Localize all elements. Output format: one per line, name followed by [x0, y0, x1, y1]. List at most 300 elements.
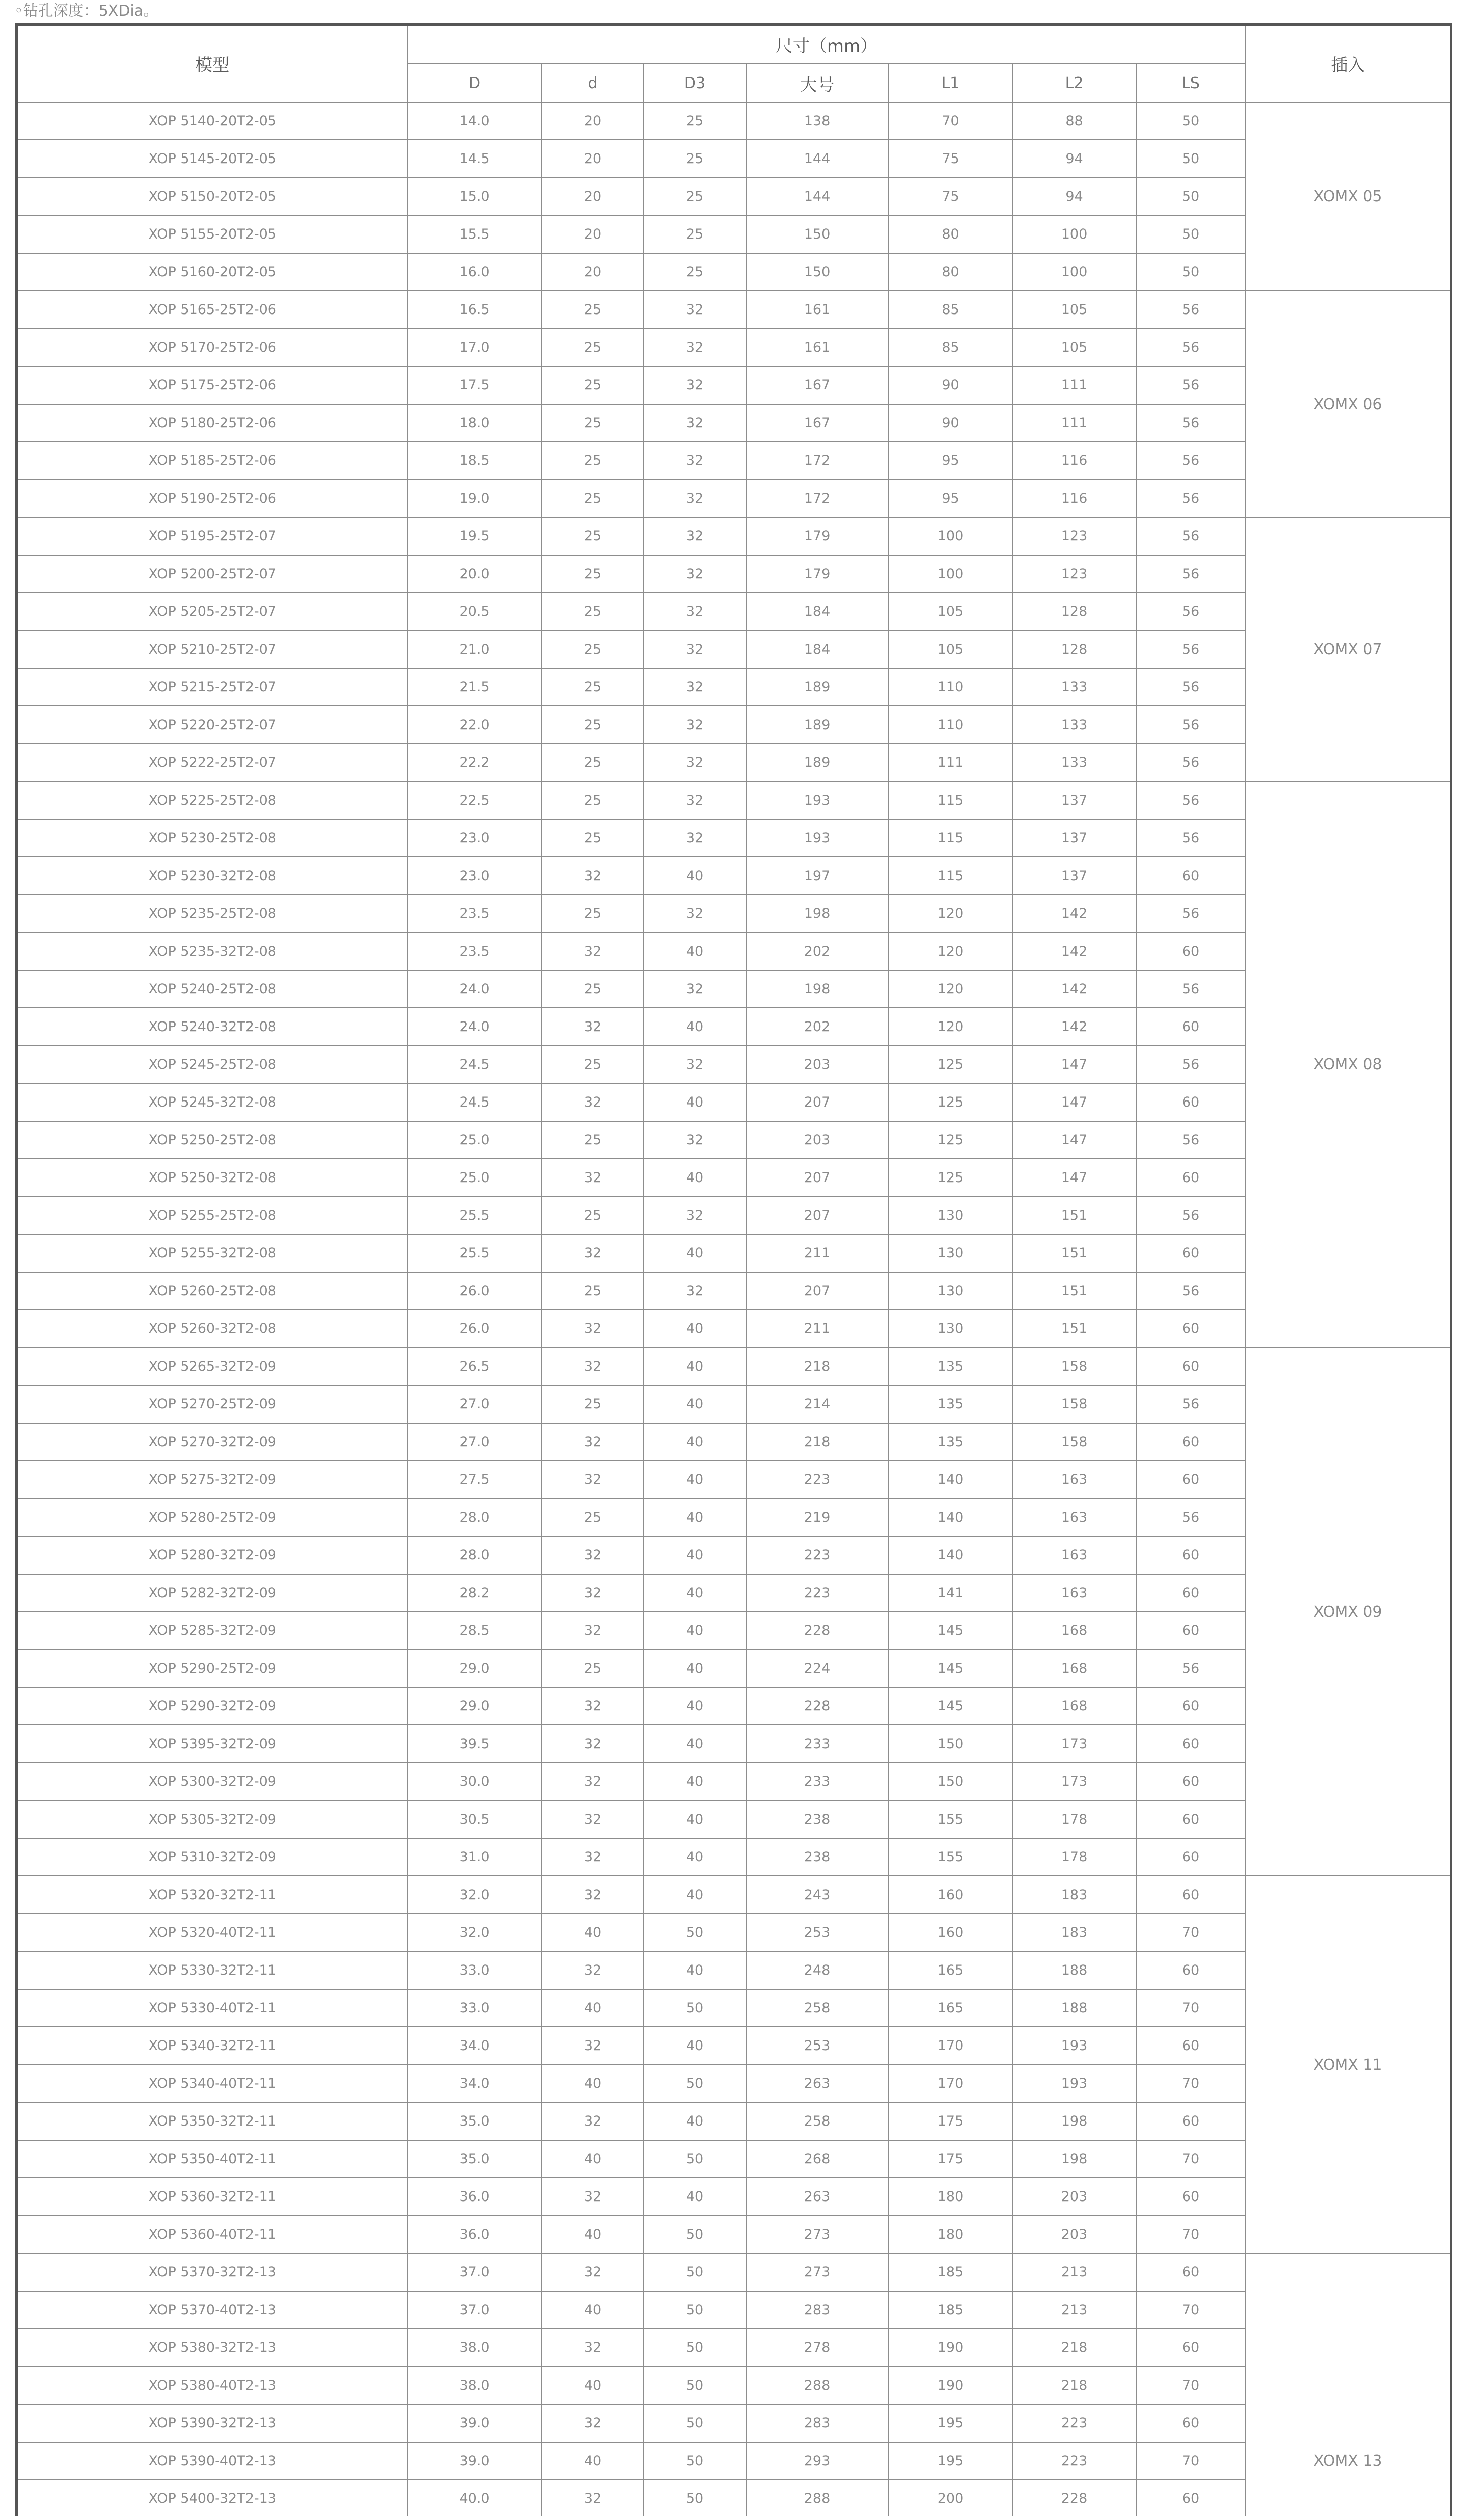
value-cell: 40	[644, 1725, 746, 1763]
table-row	[17, 102, 1451, 140]
value-cell: 60	[1136, 1461, 1246, 1499]
value-cell: 32	[542, 2404, 644, 2442]
value-cell: 263	[746, 2065, 889, 2102]
value-cell: 32	[644, 442, 746, 480]
value-cell: 25	[542, 744, 644, 781]
value-cell: 258	[746, 1989, 889, 2027]
value-cell: 95	[889, 480, 1013, 517]
table-row	[17, 1914, 1451, 1951]
value-cell: 50	[644, 1914, 746, 1951]
value-cell: 27.0	[408, 1423, 542, 1461]
value-cell: 14.0	[408, 102, 542, 140]
model-cell: XOP 5390-32T2-13	[17, 2404, 408, 2442]
table-row	[17, 970, 1451, 1008]
col-header-D3: D3	[644, 64, 746, 102]
value-cell: 110	[889, 706, 1013, 744]
value-cell: 253	[746, 1914, 889, 1951]
value-cell: 34.0	[408, 2027, 542, 2065]
table-row	[17, 1272, 1451, 1310]
value-cell: 15.0	[408, 178, 542, 215]
value-cell: 40.0	[408, 2480, 542, 2516]
value-cell: 183	[1013, 1914, 1136, 1951]
model-cell: XOP 5270-32T2-09	[17, 1423, 408, 1461]
value-cell: 150	[746, 215, 889, 253]
table-row	[17, 1046, 1451, 1083]
table-row	[17, 2329, 1451, 2367]
value-cell: 135	[889, 1423, 1013, 1461]
value-cell: 22.0	[408, 706, 542, 744]
value-cell: 16.0	[408, 253, 542, 291]
col-header-d: d	[542, 64, 644, 102]
value-cell: 203	[1013, 2178, 1136, 2216]
value-cell: 165	[889, 1989, 1013, 2027]
value-cell: 125	[889, 1159, 1013, 1197]
model-cell: XOP 5265-32T2-09	[17, 1348, 408, 1385]
value-cell: 207	[746, 1083, 889, 1121]
value-cell: 32	[644, 1272, 746, 1310]
value-cell: 60	[1136, 1008, 1246, 1046]
value-cell: 20	[542, 253, 644, 291]
model-cell: XOP 5320-40T2-11	[17, 1914, 408, 1951]
value-cell: 25	[542, 291, 644, 329]
value-cell: 105	[1013, 291, 1136, 329]
table-row	[17, 706, 1451, 744]
value-cell: 50	[644, 2253, 746, 2291]
value-cell: 180	[889, 2178, 1013, 2216]
value-cell: 32	[542, 1423, 644, 1461]
value-cell: 188	[1013, 1989, 1136, 2027]
value-cell: 130	[889, 1197, 1013, 1234]
value-cell: 161	[746, 329, 889, 366]
model-cell: XOP 5230-25T2-08	[17, 819, 408, 857]
value-cell: 32.0	[408, 1914, 542, 1951]
value-cell: 202	[746, 1008, 889, 1046]
value-cell: 60	[1136, 2329, 1246, 2367]
value-cell: 189	[746, 668, 889, 706]
value-cell: 105	[889, 593, 1013, 631]
value-cell: 40	[644, 1574, 746, 1612]
value-cell: 123	[1013, 517, 1136, 555]
model-cell: XOP 5145-20T2-05	[17, 140, 408, 178]
value-cell: 167	[746, 366, 889, 404]
value-cell: 40	[542, 2140, 644, 2178]
value-cell: 20	[542, 215, 644, 253]
value-cell: 56	[1136, 329, 1246, 366]
value-cell: 32	[542, 1461, 644, 1499]
value-cell: 23.5	[408, 932, 542, 970]
value-cell: 144	[746, 178, 889, 215]
value-cell: 32	[542, 2027, 644, 2065]
value-cell: 238	[746, 1800, 889, 1838]
value-cell: 32	[542, 2329, 644, 2367]
value-cell: 40	[644, 857, 746, 895]
value-cell: 60	[1136, 1234, 1246, 1272]
model-cell: XOP 5380-32T2-13	[17, 2329, 408, 2367]
table-row	[17, 631, 1451, 668]
value-cell: 56	[1136, 819, 1246, 857]
table-row	[17, 366, 1451, 404]
table-row	[17, 932, 1451, 970]
value-cell: 32.0	[408, 1876, 542, 1914]
table-row	[17, 1876, 1451, 1914]
value-cell: 25	[542, 1272, 644, 1310]
model-cell: XOP 5255-32T2-08	[17, 1234, 408, 1272]
value-cell: 32	[644, 329, 746, 366]
value-cell: 24.0	[408, 1008, 542, 1046]
value-cell: 40	[644, 1385, 746, 1423]
value-cell: 60	[1136, 2178, 1246, 2216]
table-row	[17, 1461, 1451, 1499]
value-cell: 28.0	[408, 1536, 542, 1574]
value-cell: 40	[644, 1876, 746, 1914]
value-cell: 32	[644, 517, 746, 555]
value-cell: 18.0	[408, 404, 542, 442]
value-cell: 40	[644, 1800, 746, 1838]
value-cell: 25	[542, 329, 644, 366]
model-cell: XOP 5160-20T2-05	[17, 253, 408, 291]
value-cell: 125	[889, 1046, 1013, 1083]
value-cell: 25	[542, 1499, 644, 1536]
value-cell: 32	[644, 555, 746, 593]
value-cell: 32	[542, 1348, 644, 1385]
value-cell: 56	[1136, 442, 1246, 480]
value-cell: 32	[542, 1687, 644, 1725]
table-row	[17, 2253, 1451, 2291]
table-row	[17, 1536, 1451, 1574]
model-cell: XOP 5235-25T2-08	[17, 895, 408, 932]
value-cell: 60	[1136, 1687, 1246, 1725]
value-cell: 56	[1136, 404, 1246, 442]
value-cell: 203	[746, 1121, 889, 1159]
model-cell: XOP 5155-20T2-05	[17, 215, 408, 253]
table-row	[17, 1121, 1451, 1159]
drill-depth-note: ◦钻孔深度：5XDia。	[14, 2, 159, 20]
value-cell: 151	[1013, 1272, 1136, 1310]
value-cell: 25	[542, 480, 644, 517]
value-cell: 189	[746, 706, 889, 744]
model-cell: XOP 5350-32T2-11	[17, 2102, 408, 2140]
model-cell: XOP 5165-25T2-06	[17, 291, 408, 329]
value-cell: 293	[746, 2442, 889, 2480]
value-cell: 168	[1013, 1687, 1136, 1725]
value-cell: 25	[542, 555, 644, 593]
value-cell: 32	[542, 2102, 644, 2140]
value-cell: 170	[889, 2027, 1013, 2065]
insert-cell: XOMX 07	[1246, 517, 1451, 781]
model-cell: XOP 5305-32T2-09	[17, 1800, 408, 1838]
table-row	[17, 329, 1451, 366]
value-cell: 56	[1136, 1046, 1246, 1083]
value-cell: 32	[644, 781, 746, 819]
value-cell: 38.0	[408, 2367, 542, 2404]
value-cell: 60	[1136, 1612, 1246, 1649]
value-cell: 25	[542, 366, 644, 404]
value-cell: 33.0	[408, 1951, 542, 1989]
value-cell: 190	[889, 2329, 1013, 2367]
model-cell: XOP 5330-40T2-11	[17, 1989, 408, 2027]
table-row	[17, 2367, 1451, 2404]
value-cell: 30.5	[408, 1800, 542, 1838]
value-cell: 32	[644, 668, 746, 706]
value-cell: 70	[1136, 1989, 1246, 2027]
value-cell: 147	[1013, 1046, 1136, 1083]
value-cell: 40	[644, 2102, 746, 2140]
value-cell: 115	[889, 781, 1013, 819]
value-cell: 70	[1136, 1914, 1246, 1951]
value-cell: 18.5	[408, 442, 542, 480]
value-cell: 50	[644, 2442, 746, 2480]
value-cell: 28.5	[408, 1612, 542, 1649]
value-cell: 32	[542, 1008, 644, 1046]
model-cell: XOP 5255-25T2-08	[17, 1197, 408, 1234]
value-cell: 123	[1013, 555, 1136, 593]
value-cell: 35.0	[408, 2102, 542, 2140]
value-cell: 32	[644, 1046, 746, 1083]
value-cell: 173	[1013, 1763, 1136, 1800]
table-row	[17, 1649, 1451, 1687]
value-cell: 56	[1136, 517, 1246, 555]
value-cell: 120	[889, 932, 1013, 970]
value-cell: 40	[542, 2291, 644, 2329]
table-row	[17, 744, 1451, 781]
value-cell: 25	[542, 781, 644, 819]
value-cell: 60	[1136, 857, 1246, 895]
value-cell: 56	[1136, 631, 1246, 668]
value-cell: 160	[889, 1914, 1013, 1951]
value-cell: 228	[746, 1612, 889, 1649]
value-cell: 130	[889, 1272, 1013, 1310]
value-cell: 283	[746, 2404, 889, 2442]
value-cell: 100	[889, 517, 1013, 555]
value-cell: 56	[1136, 1197, 1246, 1234]
value-cell: 172	[746, 442, 889, 480]
model-cell: XOP 5300-32T2-09	[17, 1763, 408, 1800]
value-cell: 40	[542, 2065, 644, 2102]
model-cell: XOP 5370-40T2-13	[17, 2291, 408, 2329]
insert-cell: XOMX 11	[1246, 1876, 1451, 2253]
value-cell: 70	[1136, 2140, 1246, 2178]
value-cell: 185	[889, 2291, 1013, 2329]
model-cell: XOP 5185-25T2-06	[17, 442, 408, 480]
value-cell: 170	[889, 2065, 1013, 2102]
model-cell: XOP 5220-25T2-07	[17, 706, 408, 744]
table-row	[17, 1838, 1451, 1876]
value-cell: 29.0	[408, 1649, 542, 1687]
value-cell: 151	[1013, 1234, 1136, 1272]
value-cell: 20.0	[408, 555, 542, 593]
value-cell: 88	[1013, 102, 1136, 140]
value-cell: 23.0	[408, 857, 542, 895]
value-cell: 85	[889, 291, 1013, 329]
value-cell: 180	[889, 2216, 1013, 2253]
value-cell: 168	[1013, 1649, 1136, 1687]
value-cell: 125	[889, 1121, 1013, 1159]
table-row	[17, 1310, 1451, 1348]
value-cell: 25	[644, 253, 746, 291]
model-cell: XOP 5230-32T2-08	[17, 857, 408, 895]
value-cell: 198	[1013, 2102, 1136, 2140]
value-cell: 50	[1136, 178, 1246, 215]
model-cell: XOP 5285-32T2-09	[17, 1612, 408, 1649]
value-cell: 23.0	[408, 819, 542, 857]
value-cell: 213	[1013, 2291, 1136, 2329]
value-cell: 36.0	[408, 2178, 542, 2216]
table-row	[17, 1197, 1451, 1234]
value-cell: 56	[1136, 1499, 1246, 1536]
table-row	[17, 781, 1451, 819]
value-cell: 40	[644, 1008, 746, 1046]
value-cell: 50	[1136, 140, 1246, 178]
value-cell: 20.5	[408, 593, 542, 631]
value-cell: 60	[1136, 1725, 1246, 1763]
dimensions-header: 尺寸（mm）	[408, 25, 1246, 64]
model-cell: XOP 5180-25T2-06	[17, 404, 408, 442]
value-cell: 158	[1013, 1423, 1136, 1461]
col-header-LS: LS	[1136, 64, 1246, 102]
value-cell: 56	[1136, 480, 1246, 517]
value-cell: 142	[1013, 1008, 1136, 1046]
value-cell: 94	[1013, 178, 1136, 215]
table-row	[17, 2216, 1451, 2253]
value-cell: 115	[889, 857, 1013, 895]
value-cell: 172	[746, 480, 889, 517]
value-cell: 150	[746, 253, 889, 291]
value-cell: 111	[1013, 366, 1136, 404]
model-cell: XOP 5260-25T2-08	[17, 1272, 408, 1310]
value-cell: 32	[542, 1234, 644, 1272]
table-row	[17, 593, 1451, 631]
value-cell: 151	[1013, 1197, 1136, 1234]
model-cell: XOP 5200-25T2-07	[17, 555, 408, 593]
model-cell: XOP 5170-25T2-06	[17, 329, 408, 366]
value-cell: 228	[1013, 2480, 1136, 2516]
table-row	[17, 1800, 1451, 1838]
value-cell: 145	[889, 1649, 1013, 1687]
table-row	[17, 480, 1451, 517]
value-cell: 60	[1136, 1159, 1246, 1197]
value-cell: 211	[746, 1234, 889, 1272]
value-cell: 25	[542, 1121, 644, 1159]
value-cell: 198	[1013, 2140, 1136, 2178]
value-cell: 60	[1136, 932, 1246, 970]
value-cell: 80	[889, 253, 1013, 291]
value-cell: 150	[889, 1725, 1013, 1763]
value-cell: 37.0	[408, 2291, 542, 2329]
value-cell: 155	[889, 1838, 1013, 1876]
col-header-D: D	[408, 64, 542, 102]
value-cell: 163	[1013, 1499, 1136, 1536]
value-cell: 137	[1013, 857, 1136, 895]
value-cell: 116	[1013, 442, 1136, 480]
value-cell: 25	[542, 593, 644, 631]
value-cell: 120	[889, 895, 1013, 932]
value-cell: 32	[542, 1800, 644, 1838]
value-cell: 25	[542, 517, 644, 555]
value-cell: 233	[746, 1763, 889, 1800]
value-cell: 25	[542, 819, 644, 857]
value-cell: 75	[889, 140, 1013, 178]
value-cell: 288	[746, 2480, 889, 2516]
col-header-L1: L1	[889, 64, 1013, 102]
value-cell: 198	[746, 970, 889, 1008]
value-cell: 140	[889, 1536, 1013, 1574]
value-cell: 138	[746, 102, 889, 140]
table-row	[17, 140, 1451, 178]
model-cell: XOP 5330-32T2-11	[17, 1951, 408, 1989]
value-cell: 32	[542, 2178, 644, 2216]
value-cell: 26.5	[408, 1348, 542, 1385]
table-row	[17, 2480, 1451, 2516]
value-cell: 56	[1136, 555, 1246, 593]
table-row	[17, 1008, 1451, 1046]
value-cell: 40	[644, 1687, 746, 1725]
table-row	[17, 1763, 1451, 1800]
value-cell: 100	[1013, 215, 1136, 253]
value-cell: 128	[1013, 593, 1136, 631]
value-cell: 202	[746, 932, 889, 970]
value-cell: 56	[1136, 1649, 1246, 1687]
value-cell: 24.0	[408, 970, 542, 1008]
value-cell: 85	[889, 329, 1013, 366]
value-cell: 268	[746, 2140, 889, 2178]
value-cell: 105	[1013, 329, 1136, 366]
table-row	[17, 253, 1451, 291]
value-cell: 23.5	[408, 895, 542, 932]
value-cell: 160	[889, 1876, 1013, 1914]
value-cell: 60	[1136, 1800, 1246, 1838]
value-cell: 175	[889, 2140, 1013, 2178]
value-cell: 147	[1013, 1121, 1136, 1159]
value-cell: 24.5	[408, 1046, 542, 1083]
value-cell: 145	[889, 1687, 1013, 1725]
value-cell: 25	[644, 140, 746, 178]
table-row	[17, 517, 1451, 555]
insert-cell: XOMX 05	[1246, 102, 1451, 291]
value-cell: 40	[644, 1310, 746, 1348]
value-cell: 33.0	[408, 1989, 542, 2027]
value-cell: 25	[542, 895, 644, 932]
col-header-overall-length: 大号	[746, 64, 889, 102]
value-cell: 50	[644, 2140, 746, 2178]
model-cell: XOP 5320-32T2-11	[17, 1876, 408, 1914]
value-cell: 21.5	[408, 668, 542, 706]
value-cell: 32	[644, 593, 746, 631]
value-cell: 214	[746, 1385, 889, 1423]
value-cell: 111	[889, 744, 1013, 781]
value-cell: 130	[889, 1234, 1013, 1272]
value-cell: 125	[889, 1083, 1013, 1121]
value-cell: 40	[644, 1838, 746, 1876]
value-cell: 248	[746, 1951, 889, 1989]
value-cell: 198	[746, 895, 889, 932]
value-cell: 60	[1136, 2253, 1246, 2291]
value-cell: 29.0	[408, 1687, 542, 1725]
value-cell: 224	[746, 1649, 889, 1687]
value-cell: 155	[889, 1800, 1013, 1838]
value-cell: 105	[889, 631, 1013, 668]
value-cell: 17.0	[408, 329, 542, 366]
value-cell: 223	[746, 1461, 889, 1499]
table-row	[17, 857, 1451, 895]
table-row	[17, 1234, 1451, 1272]
model-cell: XOP 5360-40T2-11	[17, 2216, 408, 2253]
value-cell: 40	[644, 1536, 746, 1574]
table-row	[17, 1423, 1451, 1461]
value-cell: 19.5	[408, 517, 542, 555]
value-cell: 158	[1013, 1348, 1136, 1385]
model-cell: XOP 5280-32T2-09	[17, 1536, 408, 1574]
value-cell: 135	[889, 1348, 1013, 1385]
